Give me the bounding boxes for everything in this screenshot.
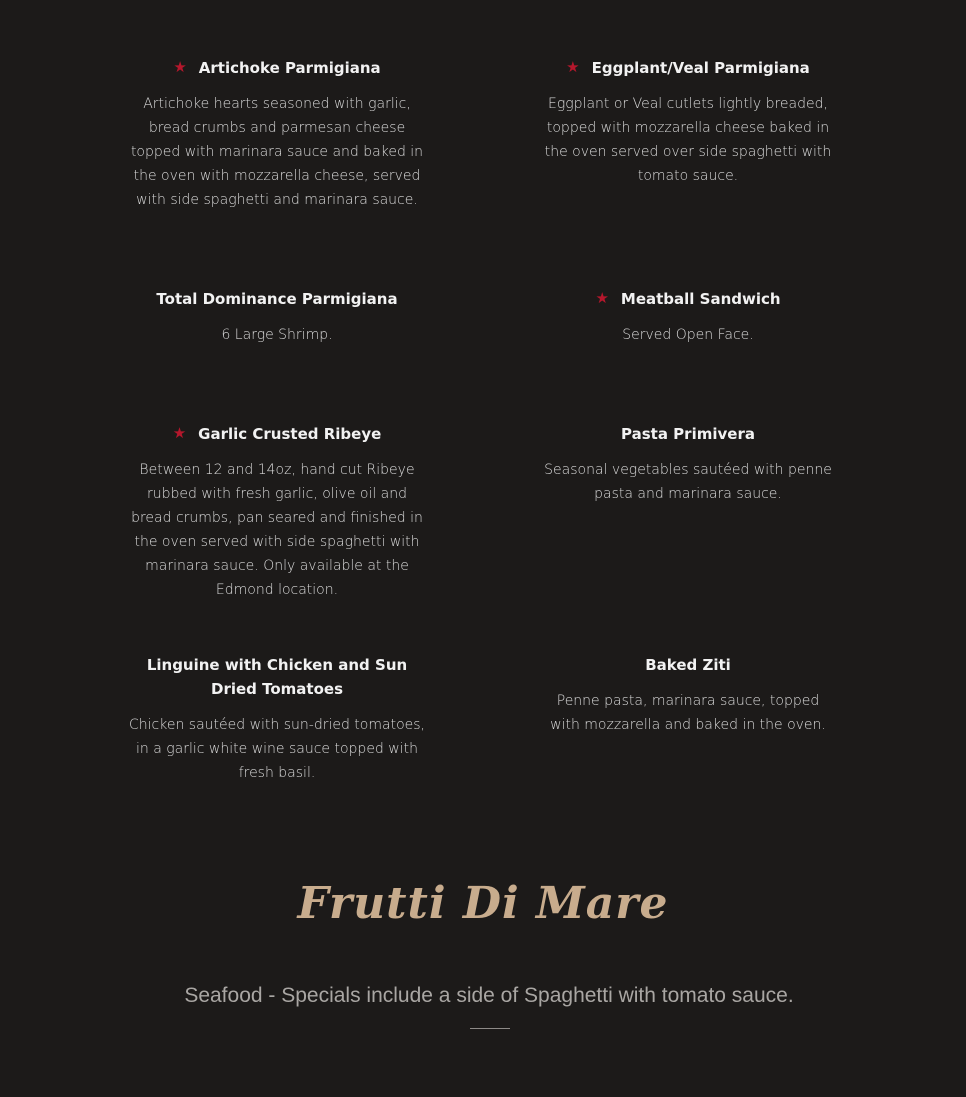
- menu-item-artichoke-parmigiana: [127, 56, 427, 212]
- menu-item-baked-ziti: [548, 653, 828, 737]
- menu-item-description: Seasonal vegetables sautéed with penne pasta and marinara sauce.: [544, 462, 832, 502]
- section-subheading: Seafood - Specials include a side of Spaghetti with tomato sauce.: [184, 984, 794, 1007]
- menu-item-description: 6 Large Shrimp.: [221, 327, 333, 343]
- menu-item-eggplant-veal-parmigiana: [543, 56, 833, 188]
- menu-item-description: Chicken sautéed with sun-dried tomatoes, in a garlic white wine sauce topped with fresh basil.: [129, 717, 425, 781]
- section-heading: Frutti Di Mare: [297, 878, 669, 929]
- menu-item-garlic-crusted-ribeye: [125, 422, 429, 602]
- menu-item-title: Total Dominance Parmigiana: [156, 290, 398, 308]
- menu-item-title: ★ Garlic Crusted Ribeye: [172, 424, 382, 443]
- menu-item-title: ★ Artichoke Parmigiana: [173, 58, 381, 77]
- menu-item-description: Between 12 and 14oz, hand cut Ribeye rubbed with fresh garlic, olive oil and bread crumbs, pan seared and finished in the oven served with side spaghetti with marinara sauce. Only available at the Edmond location.: [131, 462, 423, 598]
- menu-item-description: Served Open Face.: [622, 327, 754, 343]
- menu-item-description: Eggplant or Veal cutlets lightly breaded, topped with mozzarella cheese baked in the oven served over side spaghetti with tomato sauce.: [544, 96, 832, 184]
- menu-item-pasta-primivera: [538, 422, 838, 506]
- menu-item-description: Penne pasta, marinara sauce, topped with mozzarella and baked in the oven.: [550, 693, 826, 733]
- menu-item-meatball-sandwich: [543, 287, 833, 347]
- star-icon: ★: [173, 58, 187, 76]
- star-icon: ★: [172, 424, 187, 442]
- menu-item-total-dominance-parmigiana: [127, 287, 427, 347]
- star-icon: ★: [566, 58, 580, 76]
- menu-item-title: ★ Eggplant/Veal Parmigiana: [566, 58, 810, 77]
- section-divider: [470, 1028, 510, 1029]
- menu-item-linguine-chicken-sun-dried-tomatoes: [125, 653, 429, 785]
- star-icon: ★: [595, 289, 609, 307]
- menu-item-title: Pasta Primivera: [621, 425, 755, 443]
- menu-item-title: Linguine with Chicken and Sun Dried Tomatoes: [146, 656, 408, 698]
- menu-item-title: ★ Meatball Sandwich: [595, 289, 781, 308]
- menu-item-title: Baked Ziti: [645, 656, 731, 674]
- menu-item-description: Artichoke hearts seasoned with garlic, bread crumbs and parmesan cheese topped with marinara sauce and baked in the oven with mozzarella cheese, served with side spaghetti and marinara sauce.: [130, 96, 424, 208]
